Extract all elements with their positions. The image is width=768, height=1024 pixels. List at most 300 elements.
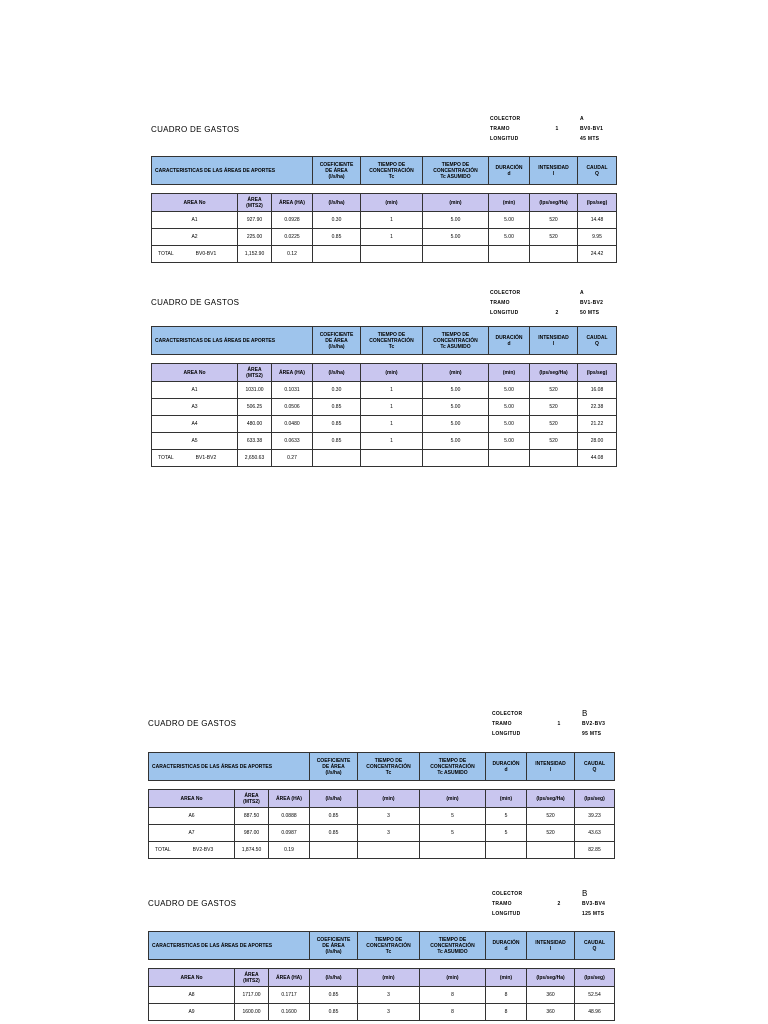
subheader-cell: (l/s/ha)	[310, 790, 358, 808]
table-row	[152, 382, 617, 399]
table-row	[152, 229, 617, 246]
table-cell: 0.30	[313, 212, 361, 229]
header-line: DURACIÓN	[495, 164, 523, 171]
table-header-row	[149, 753, 615, 781]
empty-cell	[486, 842, 527, 859]
table-cell: 633.38	[238, 433, 272, 450]
header-caracteristicas: CARACTERISTICAS DE LAS ÁREAS DE APORTES	[152, 157, 313, 185]
header-line: Tc ASUMIDO	[437, 948, 468, 955]
table-cell: 48.96	[575, 1004, 615, 1021]
header-coeficiente	[310, 932, 358, 960]
empty-cell	[489, 246, 530, 263]
total-label: TOTAL	[158, 455, 174, 461]
table-cell: 8	[486, 1004, 527, 1021]
table-cell: 3	[358, 825, 420, 842]
meta-label: LONGITUD	[492, 731, 521, 737]
header-line: DURACIÓN	[492, 760, 520, 767]
subheader-cell: ÁREA (MTS2)	[238, 364, 272, 382]
total-area: 1,152.90	[238, 246, 272, 263]
table-cell: 21.22	[578, 416, 617, 433]
header-tiempo-asumido	[420, 753, 486, 781]
table-cell: A9	[149, 1004, 235, 1021]
table-cell: 0.0633	[272, 433, 313, 450]
header-duracion	[489, 327, 530, 355]
subheader-cell: (min)	[423, 194, 489, 212]
header-duracion	[486, 753, 527, 781]
subheader-cell: ÁREA (HA)	[272, 364, 313, 382]
table-cell: 8	[486, 987, 527, 1004]
header-line: CAUDAL	[586, 164, 608, 171]
header-coeficiente	[310, 753, 358, 781]
meta-value: 95 MTS	[582, 731, 602, 737]
total-caudal: 82.85	[575, 842, 615, 859]
table-cell: 5.00	[489, 229, 530, 246]
table-cell: A3	[152, 399, 238, 416]
header-line: COEFICIENTE	[319, 161, 354, 168]
header-tiempo-asumido	[420, 932, 486, 960]
table-cell: A1	[152, 212, 238, 229]
table-cell: 0.1717	[269, 987, 310, 1004]
header-tiempo-tc	[358, 932, 420, 960]
gastos-table	[151, 326, 617, 467]
total-tramo: BV0-BV1	[195, 251, 217, 257]
meta-colector	[492, 709, 632, 719]
table-cell: 1	[361, 433, 423, 450]
meta-longitud	[490, 308, 630, 318]
subheader-cell: (l/s/ha)	[313, 194, 361, 212]
meta-label: LONGITUD	[492, 911, 521, 917]
header-line: (l/s/ha)	[325, 769, 342, 776]
meta-value: B	[582, 889, 588, 898]
table-cell: 8	[420, 987, 486, 1004]
spacer	[149, 781, 615, 790]
table-cell: 0.1031	[272, 382, 313, 399]
header-line: I	[552, 170, 555, 177]
table-cell: 1	[361, 229, 423, 246]
header-caudal	[578, 327, 617, 355]
header-line: TIEMPO DE	[377, 331, 406, 338]
table-cell: 43.63	[575, 825, 615, 842]
table-cell: 0.85	[313, 416, 361, 433]
empty-cell	[423, 450, 489, 467]
header-intensidad	[527, 753, 575, 781]
meta-longitud	[490, 134, 630, 144]
header-line: d	[504, 945, 508, 952]
table-cell: 0.85	[310, 808, 358, 825]
total-row	[149, 842, 615, 859]
empty-cell	[313, 450, 361, 467]
header-line: CAUDAL	[586, 334, 608, 341]
meta-label: COLECTOR	[490, 116, 521, 122]
table-cell: A8	[149, 987, 235, 1004]
subheader-cell: AREA No	[149, 790, 235, 808]
section-title: CUADRO DE GASTOS	[151, 298, 240, 307]
header-line: COEFICIENTE	[316, 757, 351, 764]
header-line: CAUDAL	[583, 760, 606, 767]
total-ha: 0.12	[272, 246, 313, 263]
subheader-cell: (lps/seg)	[575, 790, 615, 808]
table-row	[149, 1004, 615, 1021]
header-line: TIEMPO DE	[374, 757, 403, 764]
table-cell: 28.00	[578, 433, 617, 450]
table-cell: 0.0506	[272, 399, 313, 416]
header-caudal	[578, 157, 617, 185]
subheader-cell: (min)	[486, 790, 527, 808]
table-cell: 5	[486, 808, 527, 825]
meta-value: A	[580, 290, 584, 296]
header-line: Tc ASUMIDO	[440, 173, 471, 180]
total-label-cell	[152, 450, 238, 467]
subheader-cell: (lps/seg/Ha)	[527, 969, 575, 987]
spacer-row	[149, 960, 615, 969]
header-line: COEFICIENTE	[316, 936, 351, 943]
header-line: TIEMPO DE	[438, 757, 467, 764]
header-line: COEFICIENTE	[319, 331, 354, 338]
table-cell: 1717.00	[235, 987, 269, 1004]
table-cell: 0.0888	[269, 808, 310, 825]
spacer	[152, 185, 617, 194]
header-line: DE ÁREA	[325, 337, 348, 344]
header-line: Q	[595, 170, 599, 177]
header-line: TIEMPO DE	[438, 936, 467, 943]
header-line: CONCENTRACIÓN	[369, 167, 414, 174]
subheader-cell: (lps/seg)	[575, 969, 615, 987]
total-caudal: 24.42	[578, 246, 617, 263]
table-cell: 0.0928	[272, 212, 313, 229]
table-cell: 5.00	[489, 416, 530, 433]
header-line: Tc	[385, 948, 392, 955]
table-cell: 52.54	[575, 987, 615, 1004]
header-line: TIEMPO DE	[374, 936, 403, 943]
total-tramo: BV2-BV3	[192, 847, 214, 853]
header-line: CONCENTRACIÓN	[366, 763, 411, 770]
subheader-cell: (min)	[358, 790, 420, 808]
meta-longitud	[492, 729, 632, 739]
meta-label: TRAMO	[490, 300, 510, 306]
header-tiempo-tc	[361, 157, 423, 185]
table-cell: 480.00	[238, 416, 272, 433]
subheader-cell: (lps/seg/Ha)	[527, 790, 575, 808]
meta-value: 125 MTS	[582, 911, 605, 917]
table-header-row	[152, 327, 617, 355]
total-row	[152, 450, 617, 467]
empty-cell	[530, 246, 578, 263]
table-cell: 0.85	[310, 1004, 358, 1021]
table-cell: 16.08	[578, 382, 617, 399]
empty-cell	[489, 450, 530, 467]
table-cell: 987.00	[235, 825, 269, 842]
subheader-cell: ÁREA (HA)	[272, 194, 313, 212]
total-ha: 0.19	[269, 842, 310, 859]
total-tramo: BV1-BV2	[195, 455, 217, 461]
subheader-cell: (min)	[423, 364, 489, 382]
table-cell: 520	[530, 416, 578, 433]
meta-label: LONGITUD	[490, 136, 519, 142]
empty-cell	[310, 842, 358, 859]
header-line: I	[552, 340, 555, 347]
meta-value: BV3-BV4	[582, 901, 606, 907]
subheader-cell: AREA No	[152, 364, 238, 382]
subheader-cell: (min)	[361, 194, 423, 212]
table-cell: A2	[152, 229, 238, 246]
table-row	[152, 433, 617, 450]
subheader-cell: (lps/seg)	[578, 364, 617, 382]
header-line: DURACIÓN	[495, 334, 523, 341]
section-title: CUADRO DE GASTOS	[151, 125, 240, 134]
header-caudal	[575, 753, 615, 781]
table-cell: 5	[420, 808, 486, 825]
spacer-row	[152, 355, 617, 364]
meta-value: BV0-BV1	[580, 126, 604, 132]
table-row	[149, 987, 615, 1004]
table-cell: 0.85	[313, 229, 361, 246]
header-tiempo-asumido	[423, 157, 489, 185]
meta-tramo	[490, 298, 630, 308]
table-row	[152, 416, 617, 433]
meta-label: COLECTOR	[492, 711, 523, 717]
header-line: DURACIÓN	[492, 939, 520, 946]
table-cell: 520	[527, 808, 575, 825]
header-caracteristicas: CARACTERISTICAS DE LAS ÁREAS DE APORTES	[149, 753, 310, 781]
subheader-cell: ÁREA (MTS2)	[235, 969, 269, 987]
meta-number: 1	[557, 721, 561, 727]
total-area: 2,650.63	[238, 450, 272, 467]
subheader-cell: ÁREA (HA)	[269, 790, 310, 808]
meta-value: A	[580, 116, 584, 122]
subheader-cell: ÁREA (MTS2)	[235, 790, 269, 808]
table-cell: 520	[530, 382, 578, 399]
table-cell: 0.85	[313, 433, 361, 450]
total-label: TOTAL	[158, 251, 174, 257]
meta-number: 2	[555, 310, 559, 316]
meta-label: TRAMO	[490, 126, 510, 132]
total-label: TOTAL	[155, 847, 171, 853]
header-line: DE ÁREA	[325, 167, 348, 174]
table-cell: 0.30	[313, 382, 361, 399]
header-line: CONCENTRACIÓN	[369, 337, 414, 344]
table-cell: 360	[527, 1004, 575, 1021]
table-cell: 0.0480	[272, 416, 313, 433]
header-line: Q	[595, 340, 599, 347]
table-cell: 0.0987	[269, 825, 310, 842]
empty-cell	[530, 450, 578, 467]
table-cell: 3	[358, 808, 420, 825]
header-intensidad	[527, 932, 575, 960]
total-label-cell	[152, 246, 238, 263]
total-area: 1,874.50	[235, 842, 269, 859]
header-line: TIEMPO DE	[441, 161, 470, 168]
header-intensidad	[530, 327, 578, 355]
empty-cell	[313, 246, 361, 263]
gastos-table	[151, 156, 617, 263]
table-cell: 9.95	[578, 229, 617, 246]
meta-tramo	[492, 899, 632, 909]
table-row	[149, 825, 615, 842]
spacer	[149, 960, 615, 969]
meta-longitud	[492, 909, 632, 919]
total-label-cell	[149, 842, 235, 859]
table-cell: 3	[358, 1004, 420, 1021]
subheader-cell: (lps/seg/Ha)	[530, 194, 578, 212]
table-cell: 5.00	[423, 229, 489, 246]
subheader-cell: (lps/seg)	[578, 194, 617, 212]
meta-colector	[490, 288, 630, 298]
header-line: CAUDAL	[583, 939, 606, 946]
meta-label: COLECTOR	[492, 891, 523, 897]
header-line: Tc ASUMIDO	[440, 343, 471, 350]
header-line: I	[549, 766, 552, 773]
table-cell: 1	[361, 399, 423, 416]
header-line: Tc	[388, 173, 395, 180]
table-cell: 5.00	[423, 382, 489, 399]
header-line: CONCENTRACIÓN	[366, 942, 411, 949]
section-meta	[492, 889, 632, 919]
subheader-cell: ÁREA (HA)	[269, 969, 310, 987]
table-cell: 927.90	[238, 212, 272, 229]
table-cell: 1	[361, 212, 423, 229]
header-intensidad	[530, 157, 578, 185]
table-cell: 0.85	[310, 987, 358, 1004]
subheader-cell: (min)	[420, 969, 486, 987]
gastos-table	[148, 931, 615, 1021]
table-cell: 887.50	[235, 808, 269, 825]
table-cell: 39.23	[575, 808, 615, 825]
header-line: d	[507, 170, 511, 177]
subheader-cell: (min)	[486, 969, 527, 987]
header-tiempo-tc	[358, 753, 420, 781]
table-cell: 520	[527, 825, 575, 842]
subheader-cell: (min)	[489, 364, 530, 382]
header-line: INTENSIDAD	[538, 334, 569, 341]
meta-value: 45 MTS	[580, 136, 600, 142]
empty-cell	[423, 246, 489, 263]
table-cell: 360	[527, 987, 575, 1004]
table-cell: A1	[152, 382, 238, 399]
meta-tramo	[490, 124, 630, 134]
meta-value: BV2-BV3	[582, 721, 606, 727]
header-line: Q	[592, 766, 597, 773]
table-cell: 3	[358, 987, 420, 1004]
header-caudal	[575, 932, 615, 960]
table-cell: 1600.00	[235, 1004, 269, 1021]
meta-value: B	[582, 709, 588, 718]
table-cell: 5	[486, 825, 527, 842]
header-coeficiente	[313, 327, 361, 355]
total-caudal: 44.08	[578, 450, 617, 467]
total-ha: 0.27	[272, 450, 313, 467]
header-line: INTENSIDAD	[535, 939, 566, 946]
header-line: DE ÁREA	[322, 942, 345, 949]
meta-colector	[492, 889, 632, 899]
table-cell: 8	[420, 1004, 486, 1021]
empty-cell	[361, 246, 423, 263]
subheader-cell: (l/s/ha)	[310, 969, 358, 987]
table-subheader-row	[152, 364, 617, 382]
table-cell: 1031.00	[238, 382, 272, 399]
meta-number: 1	[555, 126, 559, 132]
spacer	[152, 355, 617, 364]
table-subheader-row	[149, 969, 615, 987]
subheader-cell: (min)	[358, 969, 420, 987]
subheader-cell: (min)	[361, 364, 423, 382]
table-cell: 520	[530, 229, 578, 246]
meta-label: TRAMO	[492, 901, 512, 907]
table-cell: A7	[149, 825, 235, 842]
section-meta	[490, 114, 630, 144]
subheader-cell: AREA No	[152, 194, 238, 212]
table-cell: 22.38	[578, 399, 617, 416]
table-cell: A6	[149, 808, 235, 825]
subheader-cell: ÁREA (MTS2)	[238, 194, 272, 212]
meta-number: 2	[557, 901, 561, 907]
empty-cell	[527, 842, 575, 859]
spacer-row	[149, 781, 615, 790]
empty-cell	[420, 842, 486, 859]
header-coeficiente	[313, 157, 361, 185]
meta-value: 50 MTS	[580, 310, 600, 316]
header-line: CONCENTRACIÓN	[430, 942, 475, 949]
table-cell: 14.48	[578, 212, 617, 229]
header-line: Tc ASUMIDO	[437, 769, 468, 776]
spacer-row	[152, 185, 617, 194]
empty-cell	[358, 842, 420, 859]
section-meta	[492, 709, 632, 739]
meta-label: LONGITUD	[490, 310, 519, 316]
header-caracteristicas: CARACTERISTICAS DE LAS ÁREAS DE APORTES	[152, 327, 313, 355]
subheader-cell: (min)	[489, 194, 530, 212]
header-line: (l/s/ha)	[328, 343, 345, 350]
section-meta	[490, 288, 630, 318]
table-subheader-row	[152, 194, 617, 212]
section-title: CUADRO DE GASTOS	[148, 899, 237, 908]
meta-label: COLECTOR	[490, 290, 521, 296]
table-cell: 506.25	[238, 399, 272, 416]
table-cell: 520	[530, 433, 578, 450]
table-cell: 0.85	[310, 825, 358, 842]
gastos-table	[148, 752, 615, 859]
header-line: d	[504, 766, 508, 773]
header-line: TIEMPO DE	[377, 161, 406, 168]
header-line: (l/s/ha)	[325, 948, 342, 955]
table-cell: 0.1600	[269, 1004, 310, 1021]
header-line: DE ÁREA	[322, 763, 345, 770]
meta-tramo	[492, 719, 632, 729]
header-line: CONCENTRACIÓN	[430, 763, 475, 770]
header-line: I	[549, 945, 552, 952]
meta-colector	[490, 114, 630, 124]
header-tiempo-asumido	[423, 327, 489, 355]
empty-cell	[361, 450, 423, 467]
table-cell: 5.00	[489, 212, 530, 229]
table-cell: 5.00	[423, 212, 489, 229]
header-caracteristicas: CARACTERISTICAS DE LAS ÁREAS DE APORTES	[149, 932, 310, 960]
table-cell: 225.00	[238, 229, 272, 246]
table-cell: 5.00	[423, 433, 489, 450]
header-line: CONCENTRACIÓN	[433, 167, 478, 174]
table-cell: A5	[152, 433, 238, 450]
header-line: INTENSIDAD	[538, 164, 569, 171]
table-cell: 1	[361, 416, 423, 433]
table-cell: 5.00	[423, 399, 489, 416]
header-tiempo-tc	[361, 327, 423, 355]
table-cell: 520	[530, 399, 578, 416]
table-cell: 1	[361, 382, 423, 399]
meta-value: BV1-BV2	[580, 300, 604, 306]
table-cell: 5.00	[489, 399, 530, 416]
header-line: (l/s/ha)	[328, 173, 345, 180]
table-row	[149, 808, 615, 825]
table-header-row	[152, 157, 617, 185]
